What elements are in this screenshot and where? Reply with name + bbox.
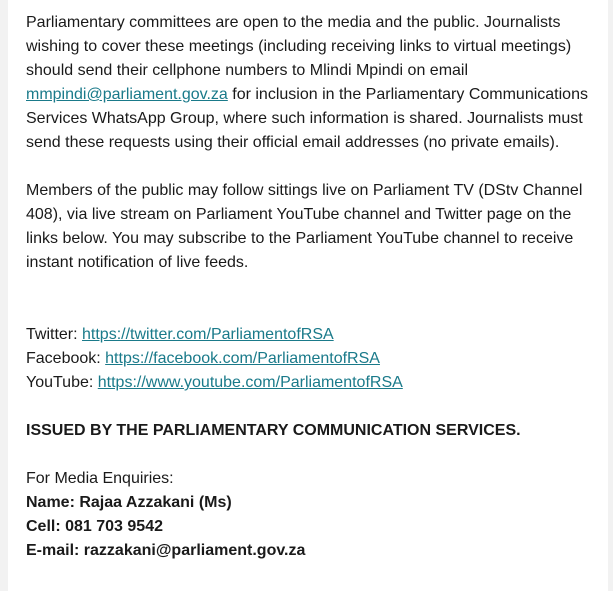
media-access-text-end: for inclusion in the Parliamentary Communications Services WhatsApp Group, where such information is shared. Journalists must send these requests using their official email addresses (no private emails). [26,86,588,151]
twitter-line [26,323,590,347]
youtube-link[interactable]: https://www.youtube.com/ParliamentofRSA [97,374,403,391]
contact-email: E-mail: razzakani@parliament.gov.za [26,542,306,559]
spacer [26,155,590,179]
media-access-text-start: Parliamentary committees are open to the media and the public. Journalists wishing to cover these meetings (including receiving links to virtual meetings) should send their cellphone numbers to Mlindi Mpindi on email [26,14,572,79]
contact-name: Name: Rajaa Azzakani (Ms) [26,494,232,511]
spacer [26,395,590,419]
spacer [26,443,590,467]
contact-name-line [26,491,590,515]
issued-by-line [26,419,590,443]
twitter-label: Twitter: [26,326,83,343]
facebook-label: Facebook: [26,350,106,367]
spacer [26,275,590,323]
media-access-paragraph [26,11,590,155]
contact-email-line [26,539,590,563]
facebook-line [26,347,590,371]
public-access-paragraph: Members of the public may follow sittings live on Parliament TV (DStv Channel 408), via live stream on Parliament YouTube channel and Twitter page on the links below. You may subscribe to the Parliament YouTube channel to receive instant notification of live feeds. [26,182,583,271]
twitter-link[interactable]: https://twitter.com/ParliamentofRSA [82,326,334,343]
media-enquiries-heading: For Media Enquiries: [26,470,174,487]
press-release-body [8,0,608,591]
youtube-line [26,371,590,395]
facebook-link[interactable]: https://facebook.com/ParliamentofRSA [105,350,380,367]
issued-by-text: ISSUED BY THE PARLIAMENTARY COMMUNICATION SERVICES. [26,422,521,439]
mpindi-email-link[interactable]: mmpindi@parliament.gov.za [26,86,228,103]
youtube-label: YouTube: [26,374,98,391]
contact-cell: Cell: 081 703 9542 [26,518,163,535]
contact-cell-line [26,515,590,539]
